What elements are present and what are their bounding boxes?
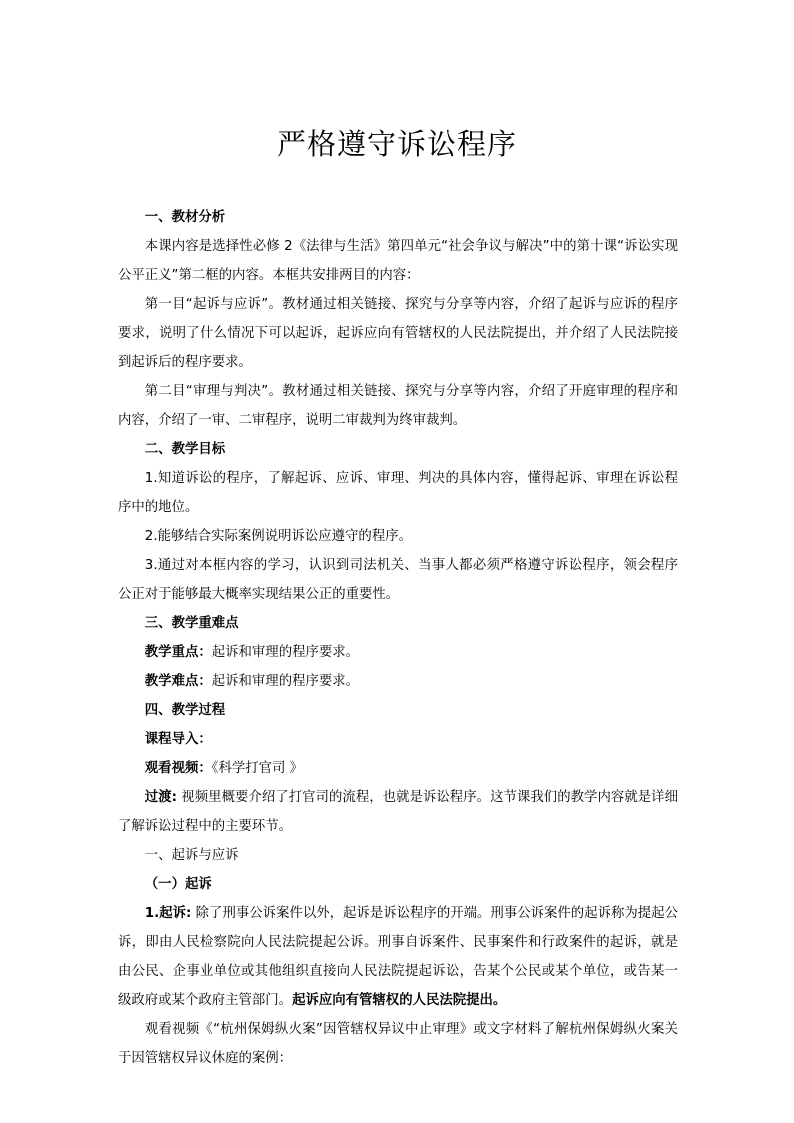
transition-label: 过渡: bbox=[144, 790, 178, 805]
document-body bbox=[118, 203, 678, 1073]
part-heading: 一、起诉与应诉 bbox=[144, 848, 239, 863]
key-point-line bbox=[118, 638, 678, 667]
key-point-label: 教学重点： bbox=[144, 645, 212, 660]
section-heading-goals: 二、教学目标 bbox=[144, 442, 226, 457]
section-heading-process: 四、教学过程 bbox=[144, 703, 226, 718]
video-label: 观看视频： bbox=[144, 761, 212, 776]
difficulty-label: 教学难点： bbox=[144, 674, 212, 689]
paragraph: 本课内容是选择性必修 2《法律与生活》第四单元“社会争议与解决”中的第十课“诉讼实现公平正义”第二框的内容。本框共安排两目的内容： bbox=[118, 239, 678, 283]
goal-item: 2.能够结合实际案例说明诉讼应遵守的程序。 bbox=[144, 529, 412, 544]
document-title: 严格遵守诉讼程序 bbox=[276, 127, 517, 161]
goal-item: 3.通过对本框内容的学习，认识到司法机关、当事人都必须严格遵守诉讼程序，领会程序公正对于能够最大概率实现结果公正的重要性。 bbox=[118, 558, 678, 602]
item-label: 1.起诉: bbox=[144, 906, 192, 921]
transition-paragraph bbox=[118, 783, 678, 841]
video-line bbox=[118, 754, 678, 783]
paragraph: 第一目“起诉与应诉”。教材通过相关链接、探究与分享等内容，介绍了起诉与应诉的程序要求，说明了什么情况下可以起诉，起诉应向有管辖权的人民法院提出，并介绍了人民法院接到起诉后的程序要求。 bbox=[118, 297, 678, 370]
subpart-heading: （一）起诉 bbox=[144, 877, 212, 892]
key-point-text: 起诉和审理的程序要求。 bbox=[211, 645, 360, 660]
difficulty-text: 起诉和审理的程序要求。 bbox=[211, 674, 360, 689]
item-bold-text: 起诉应向有管辖权的人民法院提出。 bbox=[292, 993, 507, 1008]
transition-text: 视频里概要介绍了打官司的流程，也就是诉讼程序。这节课我们的教学内容就是详细了解诉讼过程中的主要环节。 bbox=[118, 790, 678, 834]
goal-item: 1.知道诉讼的程序，了解起诉、应诉、审理、判决的具体内容，懂得起诉、审理在诉讼程序中的地位。 bbox=[118, 471, 678, 515]
item-paragraph bbox=[118, 899, 678, 1015]
section-heading-analysis: 一、教材分析 bbox=[144, 210, 226, 225]
item-text: 除了刑事公诉案件以外，起诉是诉讼程序的开端。刑事公诉案件的起诉称为提起公诉，即由人民检察院向人民法院提起公诉。刑事自诉案件、民事案件和行政案件的起诉，就是由公民、企事业单位或其他组织直接向人民法院提起诉讼，告某个公民或某个单位，或告某一级政府或某个政府主管部门。 bbox=[118, 906, 678, 1008]
video-title: 《科学打官司 》 bbox=[211, 761, 304, 776]
section-heading-key-points: 三、教学重难点 bbox=[144, 616, 239, 631]
intro-label: 课程导入： bbox=[144, 732, 212, 747]
paragraph: 第二目“审理与判决”。教材通过相关链接、探究与分享等内容，介绍了开庭审理的程序和内容，介绍了一审、二审程序，说明二审裁判为终审裁判。 bbox=[118, 384, 678, 428]
difficulty-line bbox=[118, 667, 678, 696]
case-paragraph: 观看视频《“杭州保姆纵火案”因管辖权异议中止审理》或文字材料了解杭州保姆纵火案关于因管辖权异议休庭的案例： bbox=[118, 1022, 678, 1066]
